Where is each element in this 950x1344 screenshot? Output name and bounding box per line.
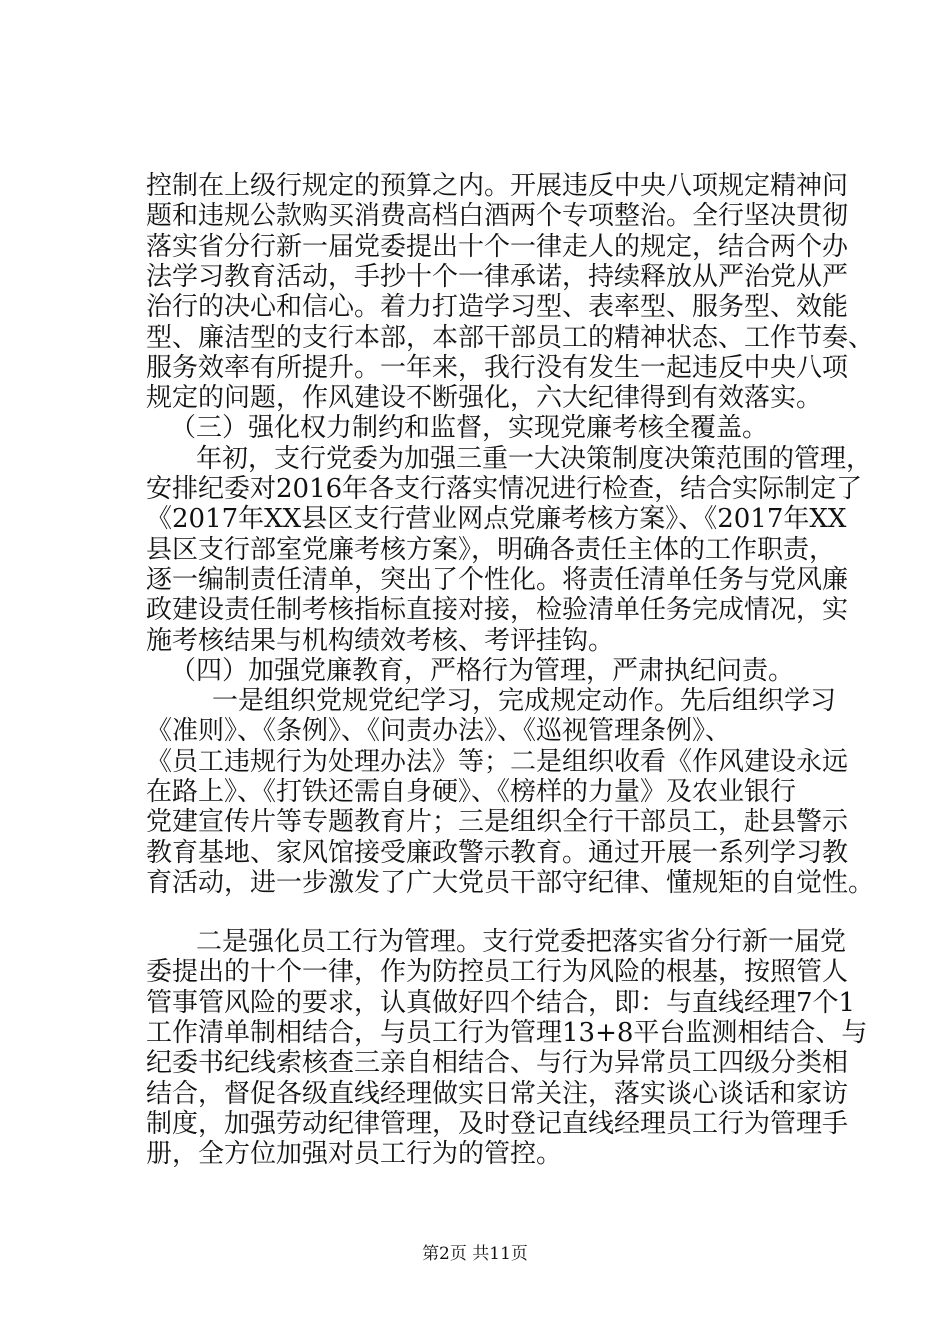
- text-line: 委提出的十个一律，作为防控员工行为风险的根基，按照管人: [146, 957, 849, 987]
- text-line: 教育基地、家风馆接受廉政警示教育。通过开展一系列学习教: [146, 838, 849, 868]
- text-line: 二是强化员工行为管理。支行党委把落实省分行新一届党: [196, 927, 847, 957]
- text-line: 题和违规公款购买消费高档白酒两个专项整治。全行坚决贯彻: [146, 201, 849, 231]
- text-line: 册，全方位加强对员工行为的管控。: [146, 1139, 563, 1169]
- text-line: 安排纪委对2016年各支行落实情况进行检查，结合实际制定了: [146, 474, 863, 504]
- text-line: 在路上》、《打铁还需自身硬》、《榜样的力量》及农业银行: [146, 777, 797, 807]
- text-line: 结合，督促各级直线经理做实日常关注，落实谈心谈话和家访: [146, 1079, 849, 1109]
- text-line: 管事管风险的要求，认真做好四个结合，即：与直线经理7个1: [146, 988, 856, 1018]
- text-line: 法学习教育活动，手抄十个一律承诺，持续释放从严治党从严: [146, 262, 849, 292]
- text-line: 一是组织党规党纪学习，完成规定动作。先后组织学习: [212, 686, 837, 716]
- text-line: 政建设责任制考核指标直接对接，检验清单任务完成情况，实: [146, 595, 849, 625]
- text-line: 制度，加强劳动纪律管理，及时登记直线经理员工行为管理手: [146, 1109, 849, 1139]
- text-line: 县区支行部室党廉考核方案》，明确各责任主体的工作职责，: [146, 535, 836, 565]
- text-line: 《员工违规行为处理办法》等；二是组织收看《作风建设永远: [146, 747, 849, 777]
- text-line: 党建宣传片等专题教育片；三是组织全行干部员工，赴县警示: [146, 807, 849, 837]
- text-line: 服务效率有所提升。一年来，我行没有发生一起违反中央八项: [146, 353, 849, 383]
- text-line: 型、廉洁型的支行本部，本部干部员工的精神状态、工作节奏、: [146, 323, 875, 353]
- text-line: 《准则》、《条例》、《问责办法》、《巡视管理条例》、: [146, 716, 732, 746]
- text-line: 育活动，进一步激发了广大党员干部守纪律、懂规矩的自觉性。: [146, 868, 875, 898]
- text-line: 落实省分行新一届党委提出十个一律走人的规定，结合两个办: [146, 232, 849, 262]
- text-line: 控制在上级行规定的预算之内。开展违反中央八项规定精神问: [146, 171, 849, 201]
- text-line: 施考核结果与机构绩效考核、考评挂钩。: [146, 626, 615, 656]
- text-line: 《2017年XX县区支行营业网点党廉考核方案》、《2017年XX: [146, 504, 847, 534]
- text-line: 纪委书纪线索核查三亲自相结合、与行为异常员工四级分类相: [146, 1048, 849, 1078]
- text-line: 工作清单制相结合，与员工行为管理13+8平台监测相结合、与: [146, 1018, 868, 1048]
- section-heading: （四）加强党廉教育，严格行为管理，严肃执纪问责。: [170, 656, 795, 686]
- section-heading: （三）强化权力制约和监督，实现党廉考核全覆盖。: [170, 413, 769, 443]
- text-line: 治行的决心和信心。着力打造学习型、表率型、服务型、效能: [146, 292, 849, 322]
- text-line: 规定的问题，作风建设不断强化，六大纪律得到有效落实。: [146, 383, 823, 413]
- text-line: 年初，支行党委为加强三重一大决策制度决策范围的管理，: [196, 444, 873, 474]
- text-line: 逐一编制责任清单，突出了个性化。将责任清单任务与党风廉: [146, 565, 849, 595]
- page-number: 第2页 共11页: [422, 1244, 528, 1264]
